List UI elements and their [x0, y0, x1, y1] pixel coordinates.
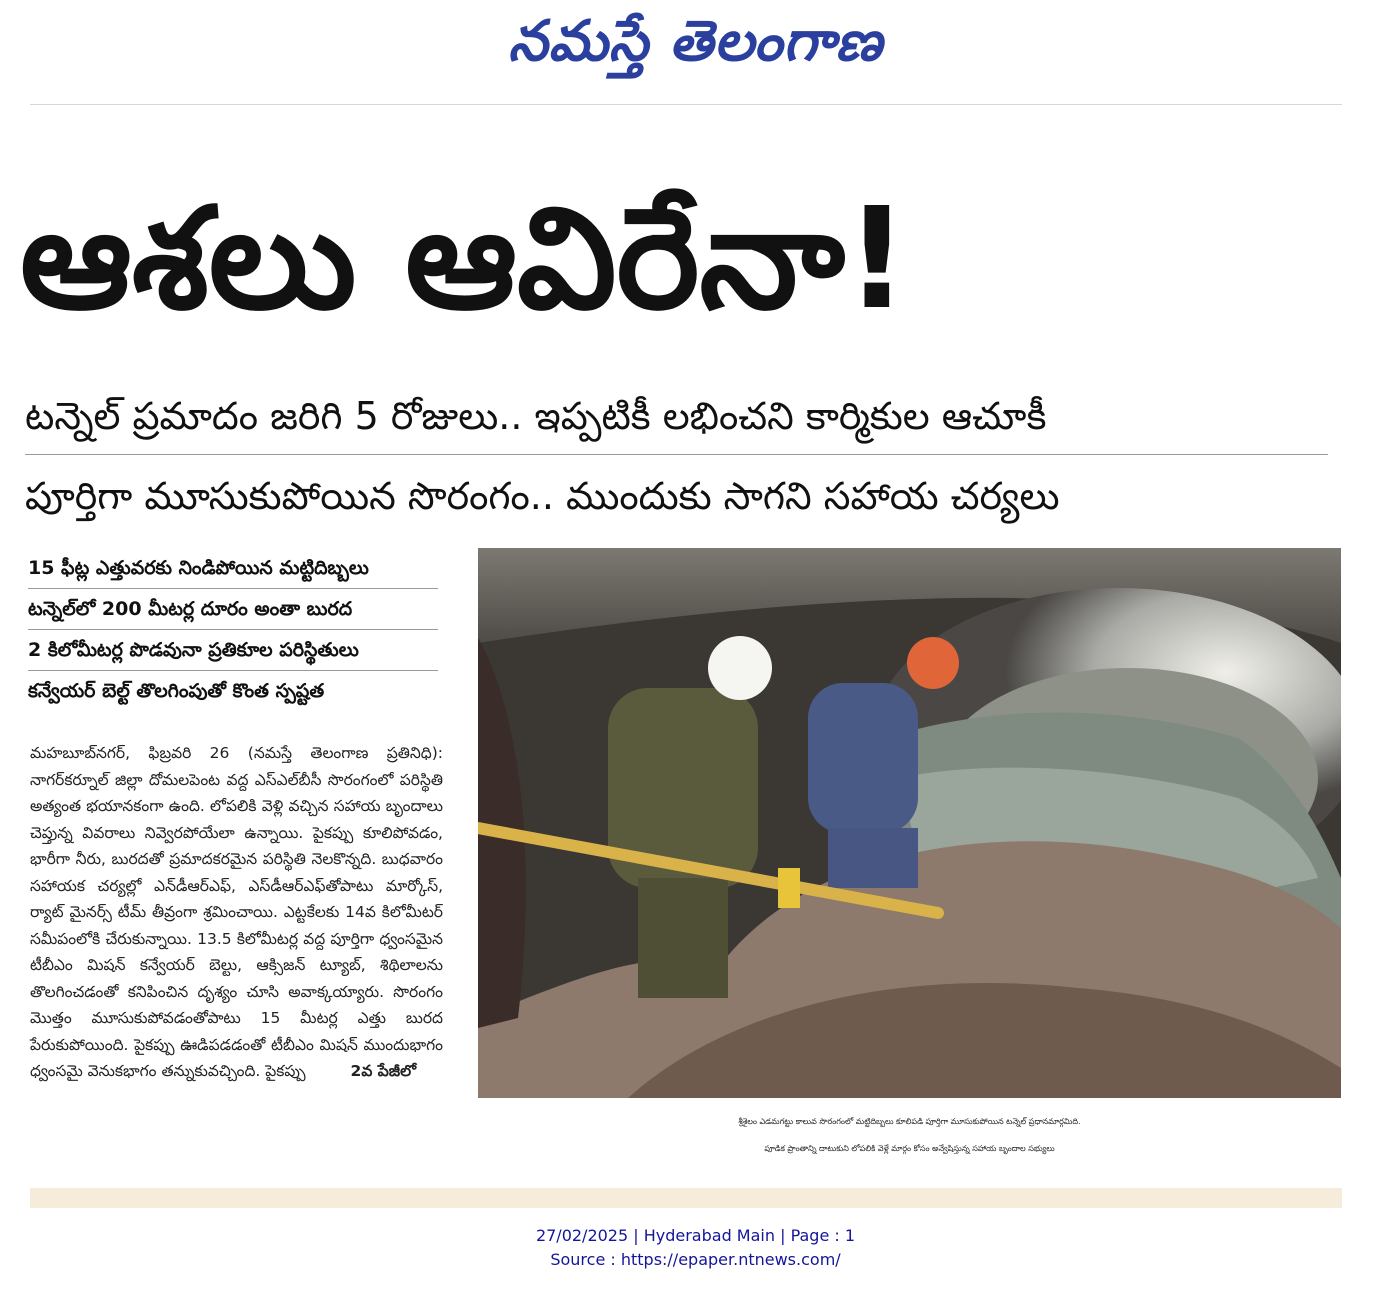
- caption-line-1: శ్రీశైలం ఎడమగట్టు కాలువ సొరంగంలో మట్టిదిబ్బలు కూలిపడి పూర్తిగా మూసుకుపోయిన టన్నెల్ ప్రధానమార్గమిది.: [738, 1117, 1081, 1126]
- headline: ఆశలు ఆవిరేనా!: [20, 178, 909, 341]
- highlights-list: [28, 548, 438, 711]
- photo-illustration: [478, 548, 1341, 1098]
- highlight-item: 15 ఫీట్ల ఎత్తువరకు నిండిపోయిన మట్టిదిబ్బలు: [28, 548, 438, 589]
- footer-date-edition: 27/02/2025 | Hyderabad Main | Page : 1: [535, 1226, 856, 1245]
- masthead-divider: [30, 104, 1342, 105]
- footer-source: Source : https://epaper.ntnews.com/: [550, 1250, 841, 1269]
- photo-caption: [478, 1108, 1341, 1162]
- highlight-item: కన్వేయర్ బెల్ట్ తొలగింపుతో కొంత స్పష్టత: [28, 680, 325, 702]
- page-footer: [0, 1224, 1391, 1272]
- caption-line-2: పూడిక ప్రాంతాన్ని దాటుకుని లోపలికి వెళ్లే మార్గం కోసం అన్వేషిస్తున్న సహాయ బృందాల సభ్యులు: [764, 1144, 1055, 1153]
- subheadline-divider: [25, 454, 1328, 455]
- article-body: [30, 740, 443, 1085]
- newspaper-logo: నమస్తే తెలంగాణ: [508, 8, 883, 74]
- bottom-strip: [30, 1188, 1342, 1208]
- tunnel-rescue-photo: [478, 548, 1341, 1098]
- continued-reference: 2వ పేజీలో: [350, 1062, 417, 1080]
- subheadline-1: టన్నెల్ ప్రమాదం జరిగి 5 రోజులు.. ఇప్పటికీ లభించని కార్మికుల ఆచూకీ: [25, 394, 1047, 438]
- article-text: మహబూబ్‌నగర్, ఫిబ్రవరి 26 (నమస్తే తెలంగాణ ప్రతినిధి): నాగర్‌కర్నూల్ జిల్లా దోమలపెంట వద్ద ఎస్‌ఎల్‌బీసీ సొరంగంలో పరిస్థితి అత్యంత భయానకంగా ఉంది. లోపలికి వెళ్లి వచ్చిన సహాయ బృందాలు చెప్తున్న వివరాలు నివ్వెరపోయేలా ఉన్నాయి. పైకప్పు కూలిపోవడం, భారీగా నీరు, బురదతో ప్రమాదకరమైన పరిస్థితి నెలకొన్నది. బుధవారం సహాయక చర్యల్లో ఎన్‌డీఆర్‌ఎఫ్, ఎస్‌డీఆర్‌ఎఫ్‌తోపాటు మార్కోస్, ర్యాట్ మైనర్స్ టీమ్ తీవ్రంగా శ్రమించాయి. ఎట్టకేలకు 14వ కిలోమీటర్ సమీపంలోకి చేరుకున్నాయి. 13.5 కిలోమీటర్ల వద్ద పూర్తిగా ధ్వంసమైన టీబీఎం మిషన్ కన్వేయర్ బెల్టు, ఆక్సిజన్ ట్యూబ్, శిథిలాలను తొలగించడంతో కనిపించిన దృశ్యం చూసి అవాక్కయ్యారు. సొరంగం మొత్తం మూసుకుపోవడంతోపాటు 15 మీటర్ల ఎత్తు బురద పేరుకుపోయింది. పైకప్పు ఊడిపడడంతో టీబీఎం మిషన్ ముందుభాగం ధ్వంసమై వెనుకభాగం తన్నుకువచ్చింది. పైకప్పు: [30, 744, 443, 1080]
- subheadline-2: పూర్తిగా మూసుకుపోయిన సొరంగం.. ముందుకు సాగని సహాయ చర్యలు: [25, 474, 1060, 518]
- masthead: [0, 8, 1391, 88]
- highlight-item: 2 కిలోమీటర్ల పొడవునా ప్రతికూల పరిస్థితులు: [28, 630, 438, 671]
- highlight-item: టన్నెల్‌లో 200 మీటర్ల దూరం అంతా బురద: [28, 589, 438, 630]
